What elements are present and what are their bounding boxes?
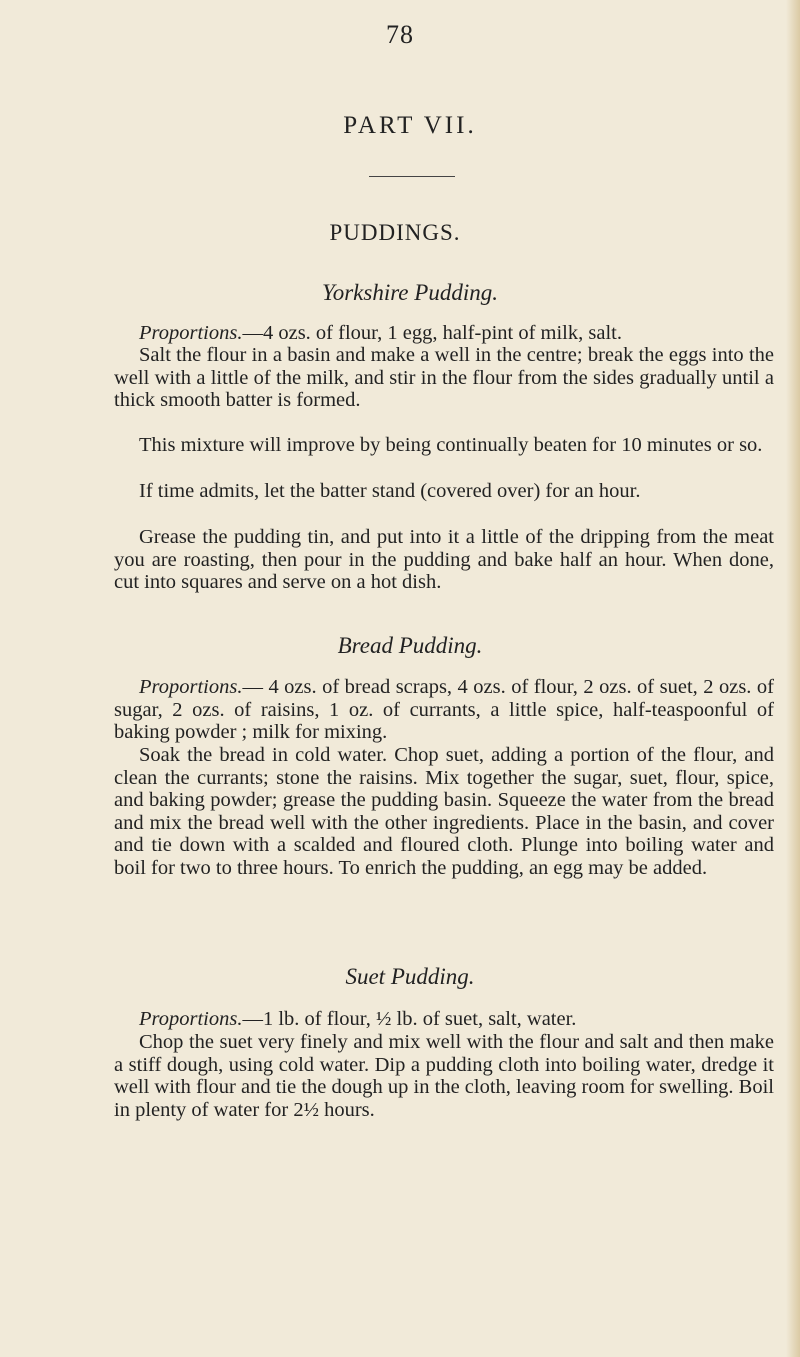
page-number: 78 — [386, 20, 414, 49]
proportions-text: —1 lb. of flour, ½ lb. of suet, salt, water. — [242, 1008, 577, 1030]
divider-rule — [369, 176, 455, 177]
part-title: PART VII. — [343, 112, 477, 139]
page-edge-shadow — [786, 0, 800, 1357]
recipe-paragraph: This mixture will improve by being continually beaten for 10 minutes or so. — [139, 434, 763, 456]
recipe-proportions-bread — [114, 676, 774, 744]
proportions-label: Proportions. — [139, 1008, 243, 1030]
recipe-paragraph: If time admits, let the batter stand (covered over) for an hour. — [139, 480, 641, 502]
section-title: PUDDINGS. — [329, 220, 461, 245]
proportions-text: —4 ozs. of flour, 1 egg, half-pint of milk, salt. — [242, 322, 622, 344]
proportions-text: — 4 ozs. of bread scraps, 4 ozs. of flour, 2 ozs. of suet, 2 ozs. of sugar, 2 ozs. of raisins, 1 oz. of currants, a little spice, half-teaspoonful of baking powder ; milk for mixing. — [114, 676, 774, 744]
recipe-proportions-suet — [114, 1008, 774, 1031]
recipe-paragraph: Grease the pudding tin, and put into it a little of the dripping from the meat you are roasting, then pour in the pudding and bake half an hour. When done, cut into squares and serve on a hot dish. — [114, 526, 774, 594]
recipe-title-suet: Suet Pudding. — [345, 964, 475, 989]
proportions-label: Proportions. — [139, 322, 243, 344]
recipe-title-yorkshire: Yorkshire Pudding. — [322, 280, 498, 305]
recipe-paragraph: Salt the flour in a basin and make a well in the centre; break the eggs into the well with a little of the milk, and stir in the flour from the sides gradually until a thick smooth batter is formed. — [114, 344, 774, 412]
recipe-proportions-yorkshire — [114, 322, 774, 345]
recipe-title-bread: Bread Pudding. — [337, 633, 483, 658]
recipe-paragraph: Chop the suet very finely and mix well with the flour and salt and then make a stiff dough, using cold water. Dip a pudding cloth into boiling water, dredge it well with flour and tie the dough up in the cloth, leaving room for swelling. Boil in plenty of water for 2½ hours. — [114, 1031, 774, 1121]
proportions-label: Proportions. — [139, 676, 243, 698]
recipe-paragraph: Soak the bread in cold water. Chop suet, adding a portion of the flour, and clean the currants; stone the raisins. Mix together the sugar, suet, flour, spice, and baking powder; grease the pudding basin. Squeeze the water from the bread and mix the bread well with the other ingredients. Place in the basin, and cover and tie down with a scalded and floured cloth. Plunge into boiling water and boil for two to three hours. To enrich the pudding, an egg may be added. — [114, 744, 774, 879]
